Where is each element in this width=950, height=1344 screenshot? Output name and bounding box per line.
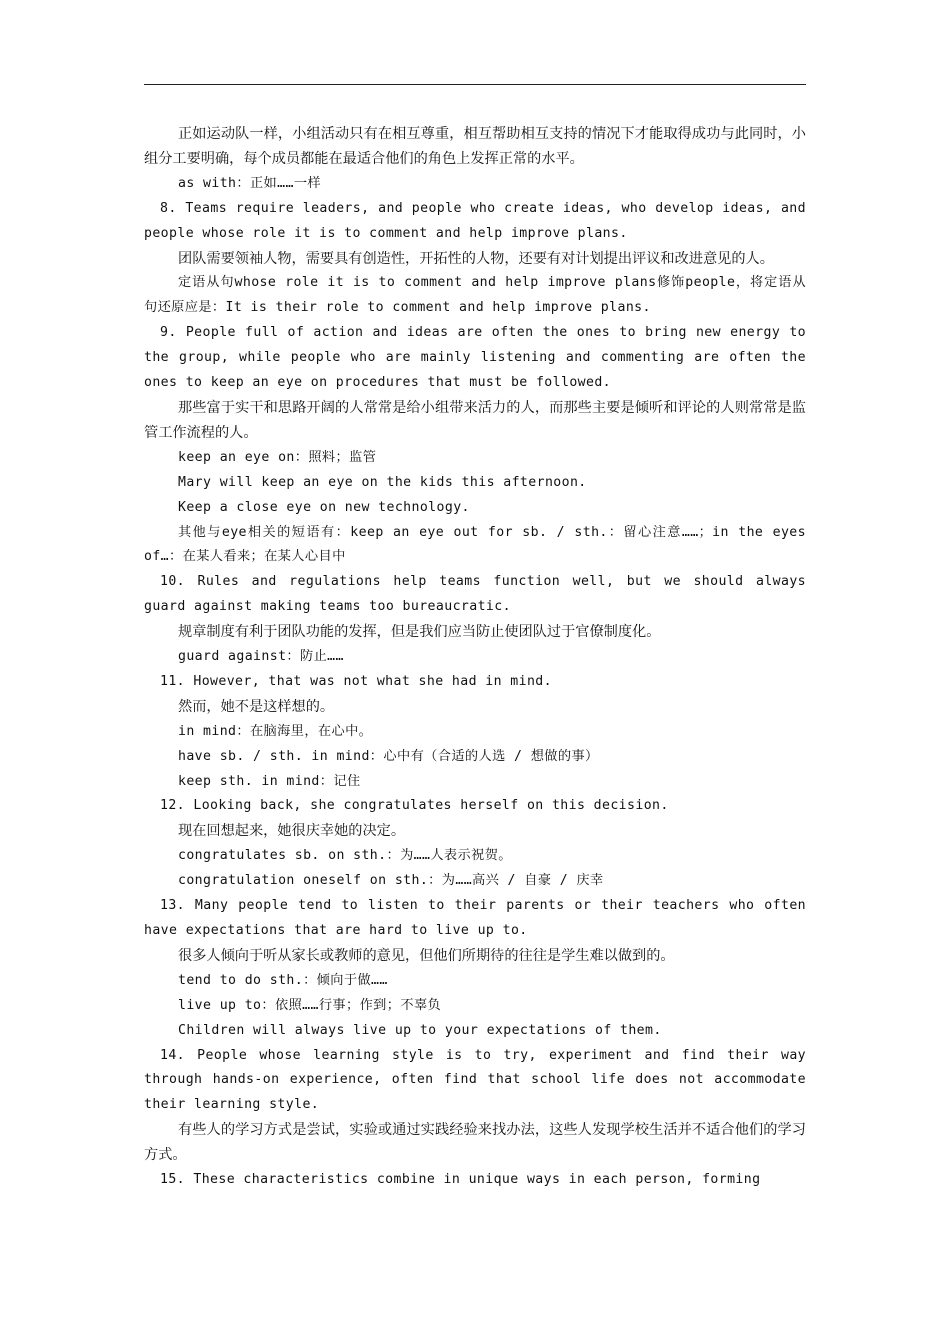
paragraph: 其他与eye相关的短语有：keep an eye out for sb. / sth.：留心注意……；in the eyes of…：在某人看来；在某人心目中 xyxy=(144,524,806,565)
header-rule xyxy=(144,84,806,85)
paragraph: 那些富于实干和思路开阔的人常常是给小组带来活力的人，而那些主要是倾听和评论的人则常常是监管工作流程的人。 xyxy=(144,399,806,441)
paragraph: keep an eye on：照料；监管 xyxy=(178,449,377,465)
paragraph: 规章制度有利于团队功能的发挥，但是我们应当防止使团队过于官僚制度化。 xyxy=(178,624,661,641)
document-body xyxy=(144,122,806,1193)
paragraph: 10. Rules and regulations help teams function well, but we should always guard against making teams too bureaucratic. xyxy=(144,574,806,615)
paragraph: 13. Many people tend to listen to their parents or their teachers who often have expectations that are hard to live up to. xyxy=(144,898,806,938)
paragraph: Mary will keep an eye on the kids this afternoon. xyxy=(178,474,587,490)
paragraph: 现在回想起来，她很庆幸她的决定。 xyxy=(178,823,406,840)
paragraph: live up to：依照……行事；作到；不辜负 xyxy=(178,997,442,1013)
paragraph: in mind：在脑海里，在心中。 xyxy=(178,723,373,739)
paragraph: 正如运动队一样，小组活动只有在相互尊重，相互帮助相互支持的情况下才能取得成功与此同时，小组分工要明确，每个成员都能在最适合他们的角色上发挥正常的水平。 xyxy=(144,126,806,167)
paragraph: keep sth. in mind：记住 xyxy=(178,773,361,789)
paragraph: 很多人倾向于听从家长或教师的意见，但他们所期待的往往是学生难以做到的。 xyxy=(178,947,675,964)
paragraph: 11. However, that was not what she had in mind. xyxy=(160,673,552,689)
paragraph: 8. Teams require leaders, and people who create ideas, who develop ideas, and people whose role it is to comment and help improve plans. xyxy=(144,200,806,241)
paragraph: Children will always live up to your expectations of them. xyxy=(178,1022,662,1038)
paragraph: 9. People full of action and ideas are often the ones to bring new energy to the group, while people who are mainly listening and commenting are often the ones to keep an eye on procedures that must be followed. xyxy=(144,325,806,391)
paragraph: 然而，她不是这样想的。 xyxy=(178,698,335,715)
paragraph: 团队需要领袖人物，需要具有创造性，开拓性的人物，还要有对计划提出评议和改进意见的人。 xyxy=(178,250,774,267)
paragraph: guard against：防止…… xyxy=(178,649,344,665)
paragraph: 有些人的学习方式是尝试，实验或通过实践经验来找办法，这些人发现学校生活并不适合他们的学习方式。 xyxy=(144,1122,806,1164)
paragraph: 定语从句whose role it is to comment and help improve plans修饰people，将定语从句还原应是：It is their role to comment and help improve plans. xyxy=(144,275,806,316)
paragraph: 12. Looking back, she congratulates herself on this decision. xyxy=(160,798,669,814)
paragraph: Keep a close eye on new technology. xyxy=(178,499,470,515)
paragraph: tend to do sth.：倾向于做…… xyxy=(178,972,388,988)
paragraph: have sb. / sth. in mind：心中有（合适的人选 / 想做的事） xyxy=(178,748,599,764)
paragraph: 15. These characteristics combine in unique ways in each person, forming xyxy=(160,1172,761,1188)
paragraph: congratulates sb. on sth.：为……人表示祝贺。 xyxy=(178,848,512,864)
paragraph: congratulation oneself on sth.：为……高兴 / 自豪 / 庆幸 xyxy=(178,873,604,889)
paragraph: as with：正如……一样 xyxy=(178,175,321,191)
paragraph: 14. People whose learning style is to try, experiment and find their way through hands-on experience, often find that school life does not accommodate their learning style. xyxy=(144,1047,806,1113)
